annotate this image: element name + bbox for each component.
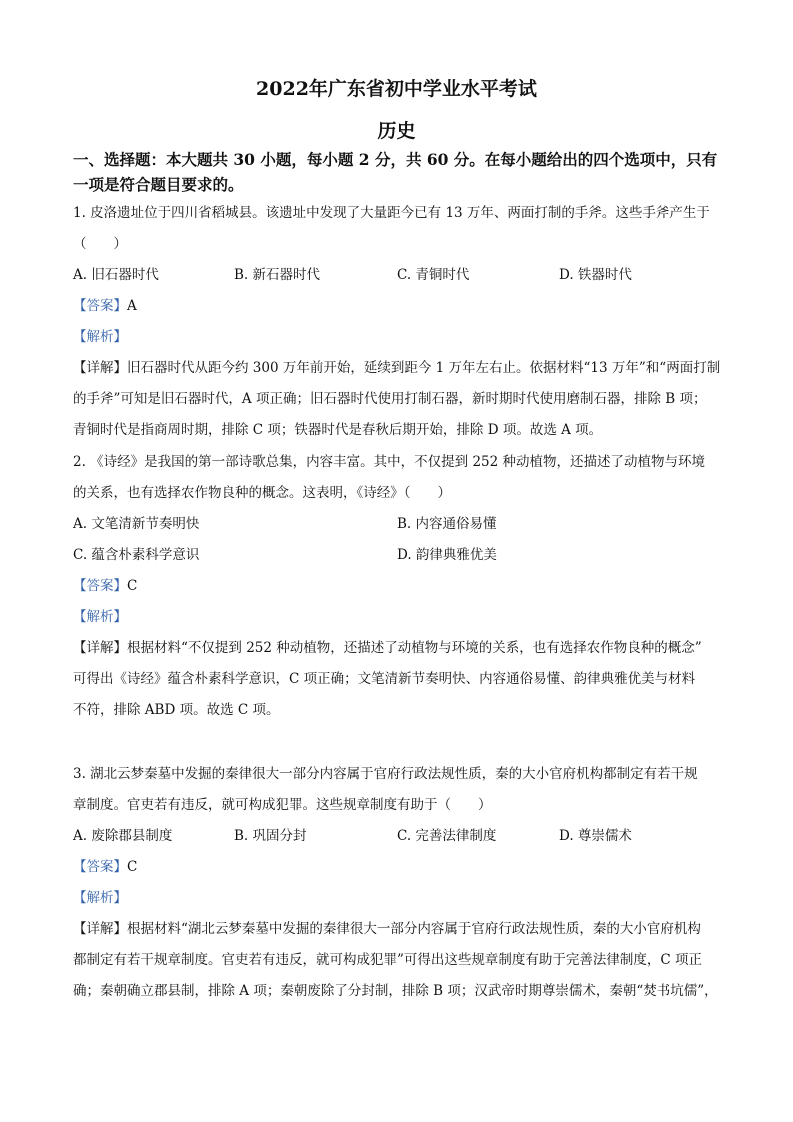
q2-option-d: D. 韵律典雅优美 (397, 547, 497, 563)
q3-option-b: B. 巩固分封 (234, 828, 307, 844)
q2-answer (73, 574, 137, 594)
q3-detail-text1: 根据材料“湖北云梦秦墓中发掘的秦律很大一部分内容属于官府行政法规性质，秦的大小官府机构 (127, 921, 701, 937)
q1-option-d: D. 铁器时代 (559, 267, 632, 283)
analysis-label: 【解析】 (73, 890, 127, 906)
q2-option-b: B. 内容通俗易懂 (397, 516, 497, 532)
q2-stem-line2: 的关系，也有选择农作物良种的概念。这表明，《诗经》（ ） (73, 485, 451, 501)
q1-detail-line1 (73, 356, 720, 376)
q1-option-a: A. 旧石器时代 (73, 267, 159, 283)
q3-option-c: C. 完善法律制度 (397, 828, 497, 844)
q3-detail-line3: 确；秦朝确立郡县制，排除 A 项；秦朝废除了分封制，排除 B 项；汉武帝时期尊崇儒术，秦朝“焚书坑儒”， (73, 983, 718, 999)
answer-label: 【答案】 (73, 578, 127, 594)
q2-option-c: C. 蕴含朴素科学意识 (73, 547, 200, 563)
q3-option-d: D. 尊崇儒术 (559, 828, 632, 844)
q1-stem-line1: 1. 皮洛遗址位于四川省稻城县。该遗址中发现了大量距今已有 13 万年、两面打制的手斧。这些手斧产生于 (73, 205, 710, 221)
q3-answer-value: C (127, 859, 138, 875)
q1-answer-value: A (127, 298, 137, 314)
q1-detail-line2: 的手斧”可知是旧石器时代，A 项正确；旧石器时代使用打制石器，新时期时代使用磨制石器，排除 B 项； (73, 391, 707, 407)
analysis-label: 【解析】 (73, 329, 127, 345)
q3-detail-line1 (73, 917, 701, 937)
q2-detail-line1 (73, 636, 702, 656)
q2-detail-line2: 可得出《诗经》蕴含朴素科学意识，C 项正确；文笔清新节奏明快、内容通俗易懂、韵律典雅优美与材料 (73, 671, 696, 687)
q3-detail-line2: 都制定有若干规章制度。官吏若有违反，就可构成犯罪”可得出这些规章制度有助于完善法律制度，C 项正 (73, 952, 703, 968)
exam-title: 2022年广东省初中学业水平考试 (256, 78, 537, 100)
q2-analysis (73, 605, 127, 625)
q3-stem-line1: 3. 湖北云梦秦墓中发掘的秦律很大一部分内容属于官府行政法规性质，秦的大小官府机构都制定有若干规 (73, 766, 698, 782)
detail-label: 【详解】 (73, 921, 127, 937)
q2-answer-value: C (127, 578, 138, 594)
q1-option-b: B. 新石器时代 (234, 267, 321, 283)
q1-detail-text1: 旧石器时代从距今约 300 万年前开始，延续到距今 1 万年左右止。依据材料“13 万年”和“两面打制 (127, 360, 721, 376)
q1-detail-line3: 青铜时代是指商周时期，排除 C 项；铁器时代是春秋后期开始，排除 D 项。故选 A 项。 (73, 422, 603, 438)
q3-stem-line2: 章制度。官吏若有违反，就可构成犯罪。这些规章制度有助于（ ） (73, 797, 492, 813)
q2-detail-text1: 根据材料“不仅提到 252 种动植物，还描述了动植物与环境的关系，也有选择农作物良种的概念” (127, 640, 702, 656)
q3-analysis (73, 886, 127, 906)
q1-answer (73, 294, 137, 314)
detail-label: 【详解】 (73, 640, 127, 656)
q1-analysis (73, 325, 127, 345)
q1-option-c: C. 青铜时代 (397, 267, 470, 283)
q3-answer (73, 855, 137, 875)
q1-stem-line2: （ ） (73, 236, 127, 252)
section-heading-line1: 一、选择题：本大题共 30 小题，每小题 2 分，共 60 分。在每小题给出的四个选项中，只有 (73, 150, 718, 169)
section-heading-line2: 一项是符合题目要求的。 (73, 175, 244, 194)
q2-detail-line3: 不符，排除 ABD 项。故选 C 项。 (73, 702, 280, 718)
q3-option-a: A. 废除郡县制度 (73, 828, 173, 844)
analysis-label: 【解析】 (73, 609, 127, 625)
subject-title: 历史 (377, 120, 416, 142)
q2-stem-line1: 2. 《诗经》是我国的第一部诗歌总集，内容丰富。其中，不仅提到 252 种动植物，还描述了动植物与环境 (73, 454, 706, 470)
answer-label: 【答案】 (73, 298, 127, 314)
detail-label: 【详解】 (73, 360, 127, 376)
q2-option-a: A. 文笔清新节奏明快 (73, 516, 200, 532)
answer-label: 【答案】 (73, 859, 127, 875)
